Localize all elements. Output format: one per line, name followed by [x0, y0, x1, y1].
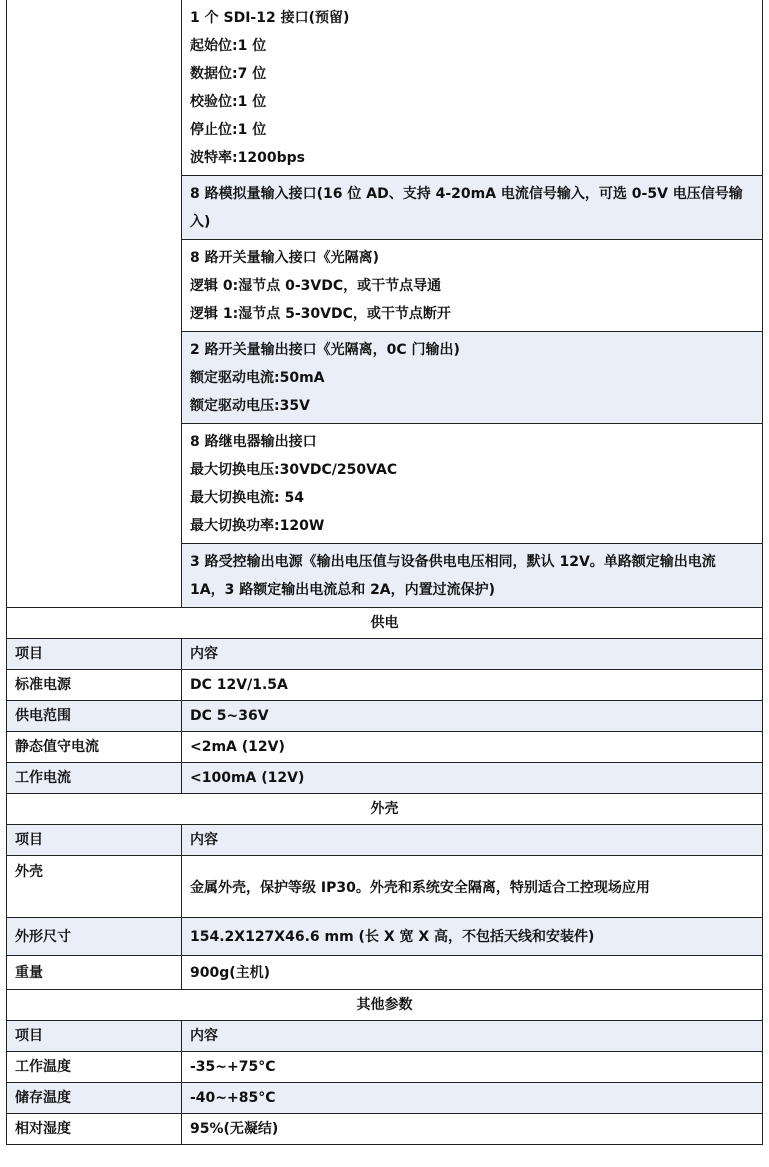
- power-header-item: 项目: [7, 639, 182, 670]
- shell-row-item: 外壳: [7, 856, 182, 918]
- shell-header-content: 内容: [182, 825, 763, 856]
- analog-input-text: 8 路模拟量输入接口(16 位 AD、支持 4-20mA 电流信号输入，可选 0-5V 电压信号输入): [190, 185, 743, 230]
- shell-row-content: 金属外壳，保护等级 IP30。外壳和系统安全隔离，特别适合工控现场应用: [182, 856, 763, 918]
- interface-sdi12: [182, 0, 763, 176]
- power-row-item: 工作电流: [7, 763, 182, 794]
- power-section-title: 供电: [7, 608, 763, 639]
- digital-output-title: 2 路开关量输出接口《光隔离，0C 门输出): [190, 341, 460, 358]
- relay-max-current: 最大切换电流: 54: [190, 489, 304, 506]
- spec-table: [6, 0, 763, 1145]
- sdi12-start-bit: 起始位:1 位: [190, 37, 267, 54]
- interface-label-cell: [7, 0, 182, 608]
- shell-row-content: 154.2X127X46.6 mm (长 X 宽 X 高，不包括天线和安装件): [182, 918, 763, 956]
- other-row-content: -40~+85°C: [182, 1083, 763, 1114]
- sdi12-stop-bit: 停止位:1 位: [190, 121, 267, 138]
- other-header-content: 内容: [182, 1021, 763, 1052]
- power-row-content: <2mA (12V): [182, 732, 763, 763]
- other-row-content: 95%(无凝结): [182, 1114, 763, 1145]
- sdi12-baud-rate: 波特率:1200bps: [190, 149, 305, 166]
- other-section-title: 其他参数: [7, 990, 763, 1021]
- power-row-item: 供电范围: [7, 701, 182, 732]
- interface-controlled-power: [182, 544, 763, 608]
- other-header-item: 项目: [7, 1021, 182, 1052]
- sdi12-data-bit: 数据位:7 位: [190, 65, 267, 82]
- other-row-item: 工作温度: [7, 1052, 182, 1083]
- sdi12-title: 1 个 SDI-12 接口(预留): [190, 9, 350, 26]
- controlled-power-text: 3 路受控输出电源《输出电压值与设备供电电压相同，默认 12V。单路额定输出电流 1A，3 路额定输出电流总和 2A，内置过流保护): [190, 553, 716, 598]
- shell-section-title: 外壳: [7, 794, 763, 825]
- other-row-item: 储存温度: [7, 1083, 182, 1114]
- interface-analog-input: [182, 176, 763, 240]
- power-row-item: 静态值守电流: [7, 732, 182, 763]
- shell-row-content: 900g(主机): [182, 956, 763, 990]
- interface-relay-output: [182, 424, 763, 544]
- power-row-content: DC 5~36V: [182, 701, 763, 732]
- power-row-content: DC 12V/1.5A: [182, 670, 763, 701]
- digital-input-title: 8 路开关量输入接口《光隔离): [190, 249, 380, 266]
- relay-max-power: 最大切换功率:120W: [190, 517, 325, 534]
- digital-input-logic0: 逻辑 0:湿节点 0-3VDC，或干节点导通: [190, 277, 442, 294]
- shell-row-item: 重量: [7, 956, 182, 990]
- shell-header-item: 项目: [7, 825, 182, 856]
- relay-max-voltage: 最大切换电压:30VDC/250VAC: [190, 461, 398, 478]
- interface-digital-input: [182, 240, 763, 332]
- shell-row-item: 外形尺寸: [7, 918, 182, 956]
- relay-output-title: 8 路继电器输出接口: [190, 433, 317, 450]
- interface-digital-output: [182, 332, 763, 424]
- other-row-content: -35~+75°C: [182, 1052, 763, 1083]
- digital-output-voltage: 额定驱动电压:35V: [190, 397, 310, 414]
- digital-input-logic1: 逻辑 1:湿节点 5-30VDC，或干节点断开: [190, 305, 451, 322]
- other-row-item: 相对湿度: [7, 1114, 182, 1145]
- power-row-item: 标准电源: [7, 670, 182, 701]
- sdi12-parity-bit: 校验位:1 位: [190, 93, 267, 110]
- digital-output-current: 额定驱动电流:50mA: [190, 369, 325, 386]
- power-header-content: 内容: [182, 639, 763, 670]
- power-row-content: <100mA (12V): [182, 763, 763, 794]
